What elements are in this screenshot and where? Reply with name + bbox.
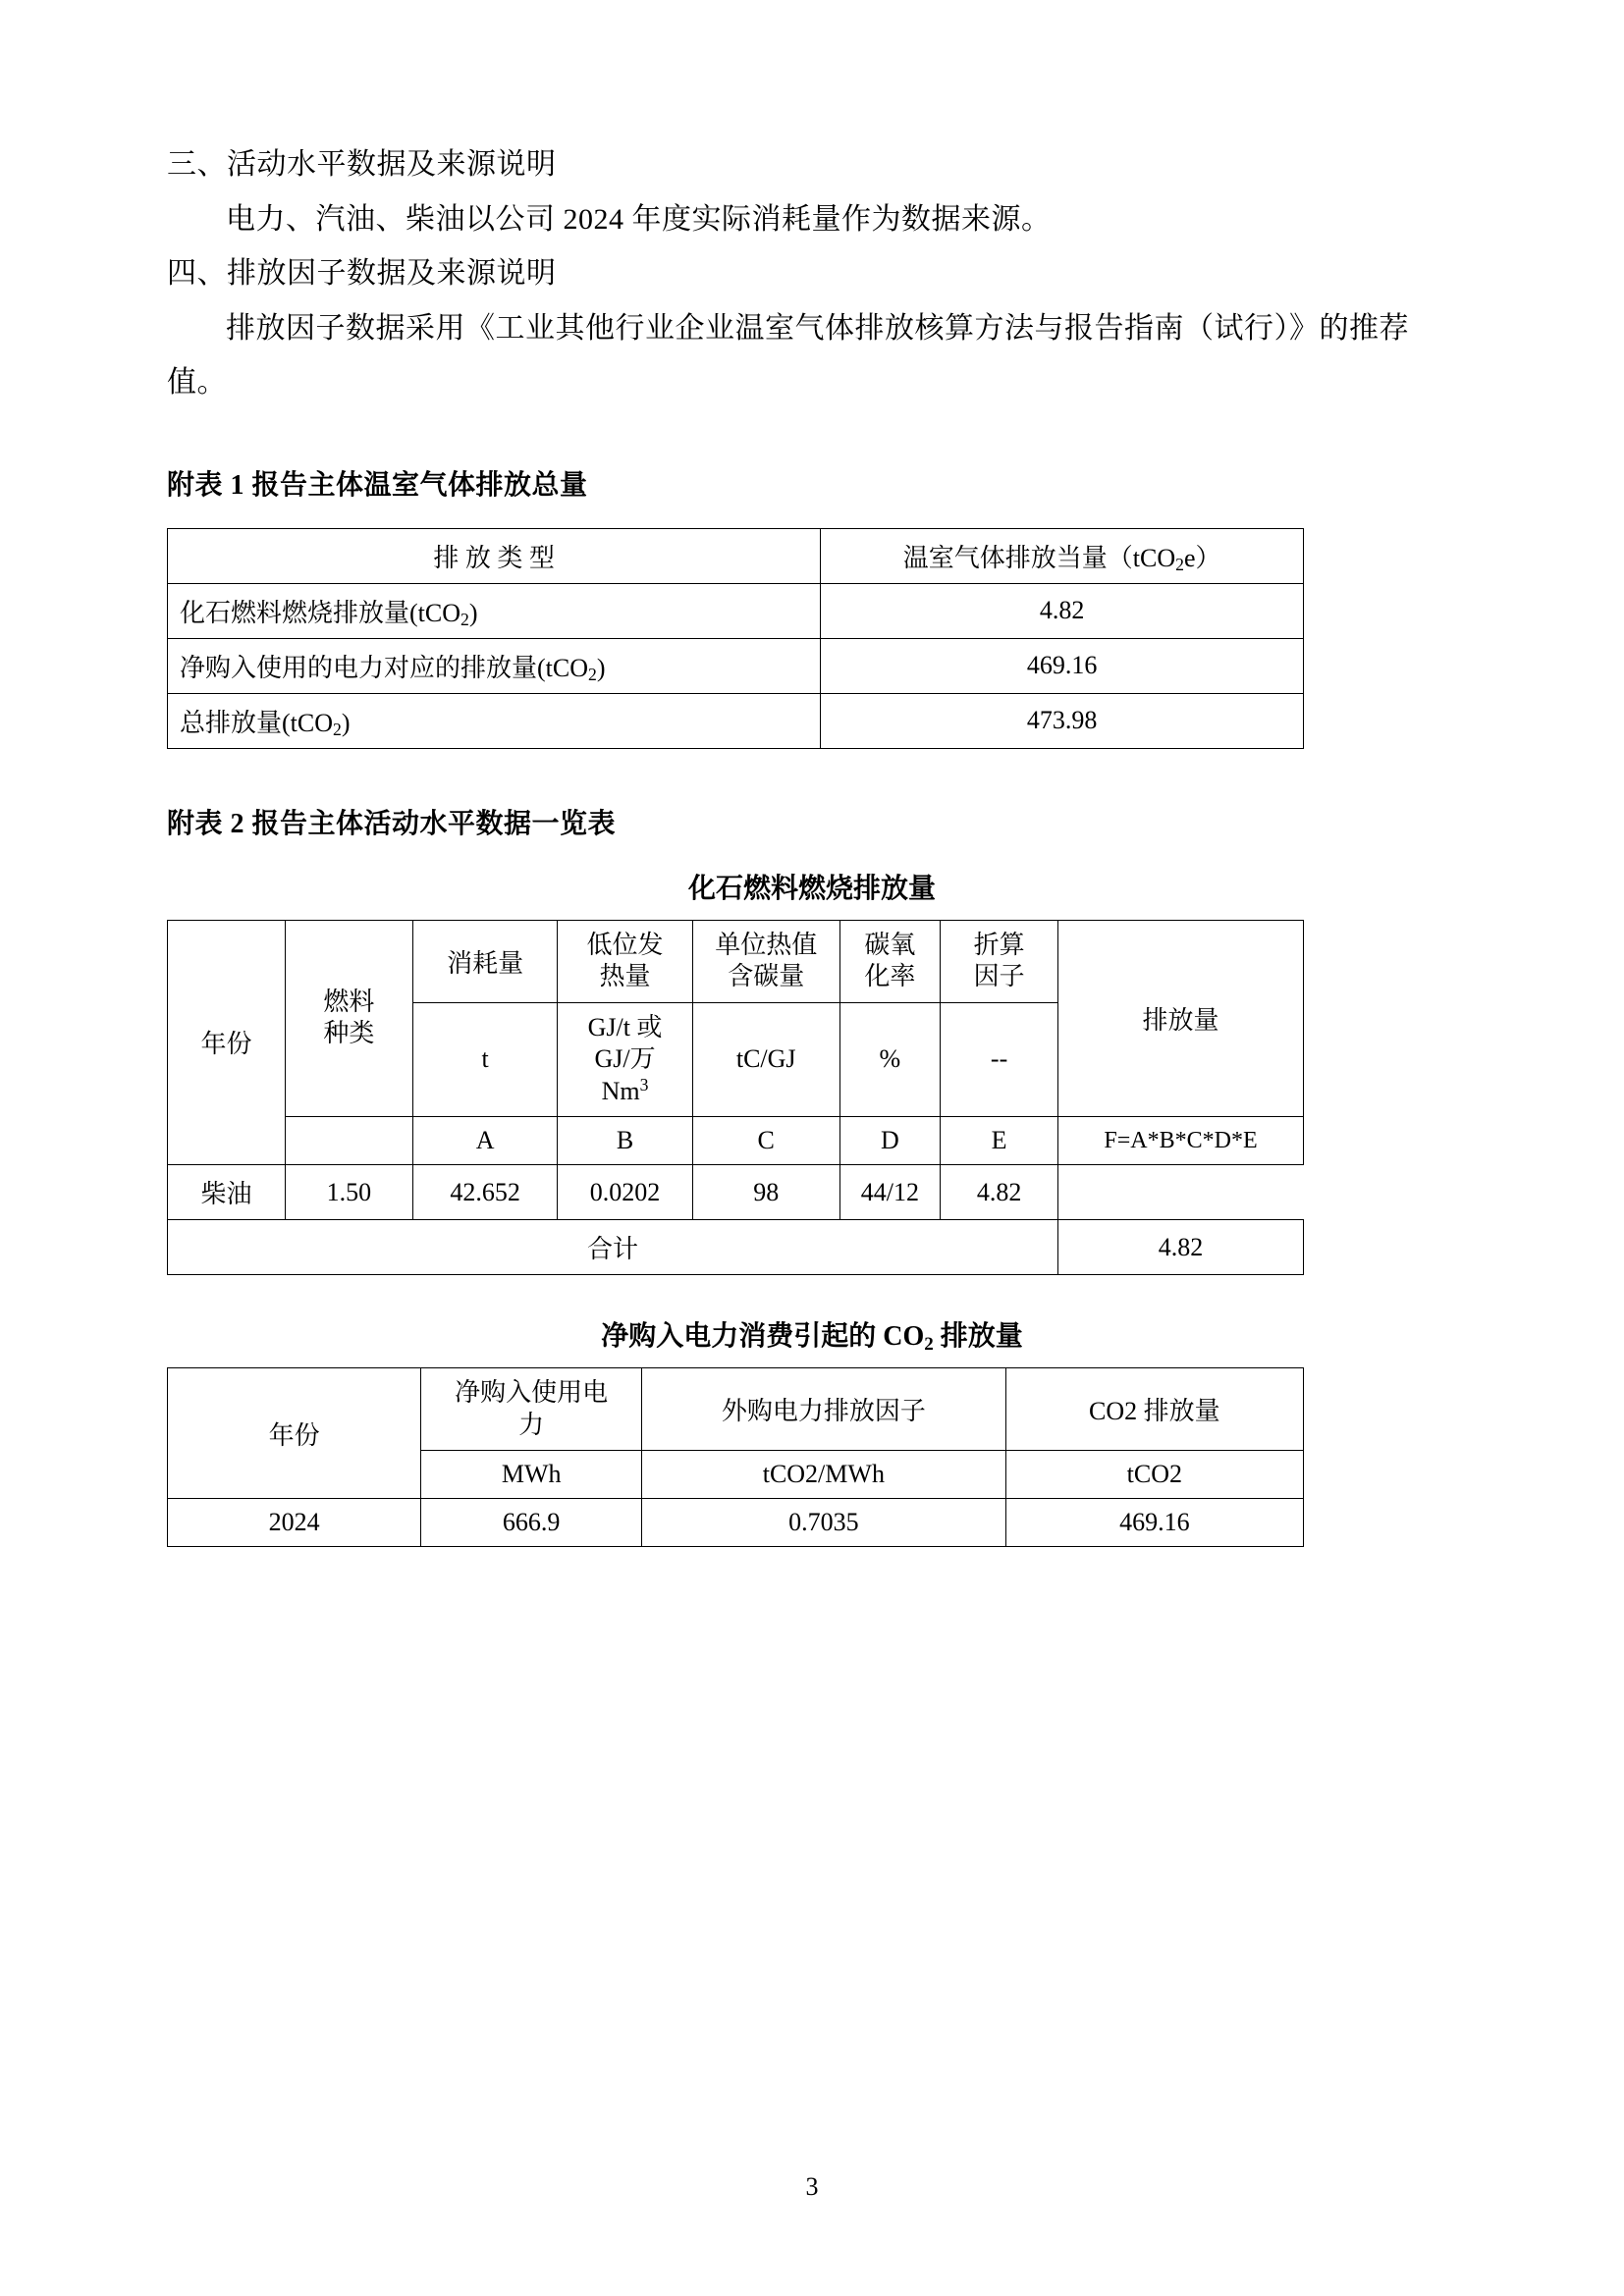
table2-header-year: 年份 (168, 920, 286, 1165)
table1-row1-label (168, 638, 821, 693)
table3-caption-post: 排放量 (933, 1321, 1023, 1352)
table3-row0-power: 666.9 (421, 1499, 642, 1547)
table2-header-factor: 折算 因子 (941, 920, 1058, 1002)
table3-header-factor: 外购电力排放因子 (642, 1368, 1006, 1451)
table-emission-total (167, 528, 1304, 749)
table1-header-value (821, 528, 1304, 583)
table2-header-carbon: 单位热值 含碳量 (692, 920, 839, 1002)
section-paragraph-3: 电力、汽油、柴油以公司 2024 年度实际消耗量作为数据来源。 (226, 202, 1052, 236)
table3-header-year: 年份 (168, 1368, 421, 1499)
table1-row0-label-tail: ) (468, 598, 478, 627)
table3-header-power: 净购入使用电 力 (421, 1368, 642, 1451)
table2-unit-B: GJ/t 或 GJ/万 Nm$^3$ (558, 1002, 692, 1117)
table1-row1-value: 469.16 (821, 638, 1304, 693)
table1-row2-label-sub: 2 (333, 720, 342, 740)
table1-row2-label (168, 693, 821, 748)
table2-total-label: 合计 (168, 1220, 1058, 1275)
section-heading-4: 四、排放因子数据及来源说明 (167, 257, 557, 290)
table3-caption-pre: 净购入电力消费引起的 CO (601, 1321, 925, 1352)
table2-code-C: C (692, 1117, 839, 1165)
table1-header-value-main: 温室气体排放当量（tCO (902, 543, 1176, 572)
table3-row0-emission: 469.16 (1005, 1499, 1303, 1547)
table-purchased-electricity (167, 1367, 1304, 1547)
table2-unit-E: -- (941, 1002, 1058, 1117)
table1-header-value-sub: 2 (1175, 555, 1184, 575)
table1-row1-label-tail: ) (596, 653, 606, 682)
table2-row0-D: 98 (692, 1165, 839, 1220)
table2-code-fuel (285, 1117, 412, 1165)
table3-row0-factor: 0.7035 (642, 1499, 1006, 1547)
table2-row0-B: 42.652 (412, 1165, 557, 1220)
table2-header-lowheat: 低位发 热量 (558, 920, 692, 1002)
table3-caption (167, 1314, 1457, 1354)
table2-header-emission: 排放量 (1058, 920, 1304, 1117)
table1-row0-label (168, 583, 821, 638)
table1-row2-label-main: 总排放量(tCO (180, 708, 334, 737)
table2-total-value: 4.82 (1058, 1220, 1304, 1275)
table2-header-oxidation: 碳氧 化率 (839, 920, 940, 1002)
table1-row1-label-sub: 2 (588, 665, 597, 685)
table3-caption-sub: 2 (924, 1334, 934, 1356)
table2-total-row (168, 1220, 1304, 1275)
table2-row0-A: 1.50 (285, 1165, 412, 1220)
table-row (168, 583, 1304, 638)
table2-unit-A: t (412, 1002, 557, 1117)
table1-row2-label-tail: ) (341, 708, 351, 737)
table2-header-consumption: 消耗量 (412, 920, 557, 1002)
table1-header-type: 排 放 类 型 (168, 528, 821, 583)
table1-row0-label-sub: 2 (460, 610, 469, 630)
table1-row1-label-main: 净购入使用的电力对应的排放量(tCO (180, 653, 589, 682)
table3-header-emission: CO2 排放量 (1005, 1368, 1303, 1451)
table2-unit-D: % (839, 1002, 940, 1117)
table2-unit-B-sup: 3 (639, 1074, 649, 1095)
table2-code-D: D (839, 1117, 940, 1165)
table1-caption: 附表 1 报告主体温室气体排放总量 (167, 469, 588, 501)
table2-header-row-1 (168, 920, 1304, 1002)
table2-row0-fuel: 柴油 (168, 1165, 286, 1220)
table2-row0-E: 44/12 (839, 1165, 940, 1220)
table-row (168, 1499, 1304, 1547)
table1-row0-label-main: 化石燃料燃烧排放量(tCO (180, 598, 461, 627)
page-number: 3 (805, 2172, 819, 2201)
table2-code-E: E (941, 1117, 1058, 1165)
table2-caption: 附表 2 报告主体活动水平数据一览表 (167, 808, 617, 839)
table2-header-fuel: 燃料 种类 (285, 920, 412, 1117)
table2-code-F: F=A*B*C*D*E (1058, 1117, 1304, 1165)
table2-header-row-3 (168, 1117, 1304, 1165)
section-paragraph-4: 排放因子数据采用《工业其他行业企业温室气体排放核算方法与报告指南（试行）》的推荐值。 (167, 311, 1409, 399)
table1-header-value-tail: e） (1183, 543, 1221, 572)
table3-unit-emission: tCO2 (1005, 1451, 1303, 1499)
table2-code-A: A (412, 1117, 557, 1165)
table2-row0-F: 4.82 (941, 1165, 1058, 1220)
table3-row0-year: 2024 (168, 1499, 421, 1547)
table-header-row (168, 528, 1304, 583)
table2-code-B: B (558, 1117, 692, 1165)
table3-header-row-1 (168, 1368, 1304, 1451)
table2-unit-C: tC/GJ (692, 1002, 839, 1117)
table2-subcaption: 化石燃料燃烧排放量 (687, 873, 936, 904)
table2-row0-C: 0.0202 (558, 1165, 692, 1220)
table3-unit-factor: tCO2/MWh (642, 1451, 1006, 1499)
table-row (168, 638, 1304, 693)
table-fossil-fuel-combustion (167, 920, 1304, 1276)
table3-unit-power: MWh (421, 1451, 642, 1499)
section-heading-3: 三、活动水平数据及来源说明 (167, 148, 557, 181)
table-row (168, 693, 1304, 748)
table-row (168, 1165, 1304, 1220)
table1-row2-value: 473.98 (821, 693, 1304, 748)
table1-row0-value: 4.82 (821, 583, 1304, 638)
